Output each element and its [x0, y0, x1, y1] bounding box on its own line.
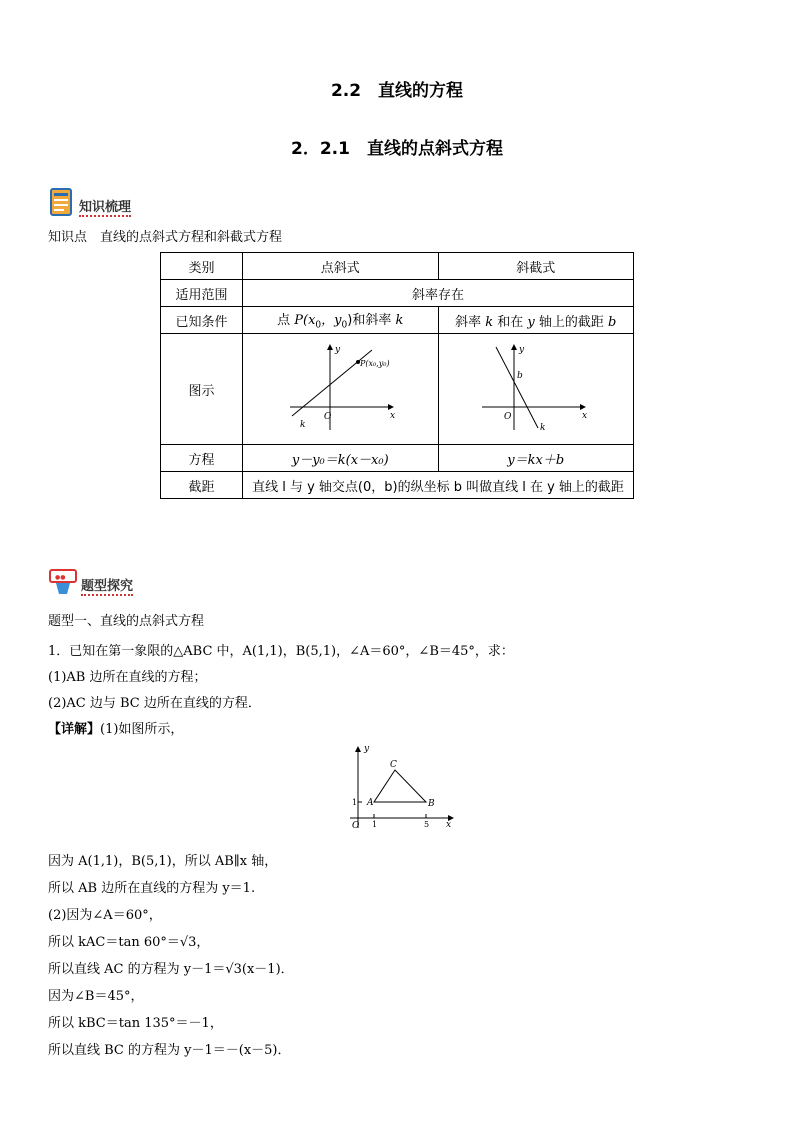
- solution-8: 所以直线 BC 的方程为 y－1＝－(x－5)．: [48, 1043, 291, 1058]
- point-slope-graph: [280, 342, 400, 432]
- vertex-b: B: [428, 799, 435, 809]
- figure-point-slope: [243, 334, 439, 445]
- figure-slope-intercept: [438, 334, 634, 445]
- question-1b: (2)AC 边与 BC 边所在直线的方程．: [48, 696, 261, 711]
- question-1a: (1)AB 边所在直线的方程；: [48, 670, 207, 685]
- detail-tag: 【详解】: [48, 722, 101, 737]
- practice-section-label: 题型探究: [81, 579, 134, 594]
- row-figure-label: 图示: [161, 334, 243, 445]
- row-condition-point-slope: 点 $P(x_0$，$y_0$)和斜率 k: [243, 307, 439, 334]
- line-k-label: k: [300, 420, 306, 430]
- th-type: 类别: [161, 253, 243, 280]
- detail-line: [48, 718, 183, 737]
- practice-section-header: [48, 566, 133, 596]
- vertex-c: C: [390, 760, 397, 770]
- row-condition-slope-intercept: 斜率 k 和在 y 轴上的截距 b: [438, 307, 634, 334]
- origin-label-2: O: [503, 412, 512, 422]
- axis-y-label-2: y: [518, 345, 524, 355]
- row-intercept-value: 直线 l 与 y 轴交点(0，b)的纵坐标 b 叫做直线 l 在 y 轴上的截距: [243, 472, 634, 499]
- question-1: 1．已知在第一象限的△ABC 中，A(1,1)，B(5,1)，∠A＝60°，∠B＝45°，求：: [48, 644, 514, 659]
- origin-label: O: [324, 412, 332, 422]
- tv-icon: [48, 566, 78, 596]
- page-title: 2.2 直线的方程: [330, 81, 464, 101]
- axis-x-label: x: [390, 411, 396, 421]
- row-intercept-label: 截距: [161, 472, 243, 499]
- row-equation-label: 方程: [161, 445, 243, 472]
- solution-6: 因为∠B＝45°，: [48, 989, 144, 1004]
- equation-point-slope: y－y₀＝k(x－x₀): [243, 445, 439, 472]
- tri-origin: O: [352, 821, 360, 830]
- solution-3: (2)因为∠A＝60°，: [48, 908, 162, 923]
- axis-x-label-2: x: [581, 411, 587, 421]
- section-title: 2．2.1 直线的点斜式方程: [291, 139, 503, 159]
- type1-heading: 题型一、直线的点斜式方程: [48, 614, 205, 629]
- vertex-a: A: [367, 798, 374, 808]
- intercept-b-label: b: [516, 371, 523, 381]
- row-scope-value: 斜率存在: [243, 280, 634, 307]
- slope-intercept-graph: [476, 342, 596, 432]
- knowledge-point: 知识点 直线的点斜式方程和斜截式方程: [48, 230, 283, 245]
- solution-2: 所以 AB 边所在直线的方程为 y＝1.: [48, 881, 256, 896]
- triangle-figure: [340, 744, 458, 830]
- detail-text: (1)如图所示，: [100, 722, 184, 737]
- tri-axis-x: x: [446, 820, 452, 830]
- axis-y-label: y: [335, 345, 341, 355]
- th-slope-intercept: 斜截式: [438, 253, 634, 280]
- tri-axis-y: y: [364, 744, 370, 754]
- row-condition-label: 已知条件: [161, 307, 243, 334]
- solution-7: 所以 kBC＝tan 135°＝－1，: [48, 1016, 223, 1031]
- svg-text:●●: ●●: [55, 574, 66, 581]
- tick-x-5: 5: [424, 820, 430, 829]
- row-scope-label: 适用范围: [161, 280, 243, 307]
- th-point-slope: 点斜式: [243, 253, 439, 280]
- line-k-label-2: k: [539, 423, 546, 432]
- solution-1: 因为 A(1,1)，B(5,1)，所以 AB∥x 轴，: [48, 854, 278, 869]
- point-p-label: P(x₀,y₀): [360, 359, 390, 368]
- tick-x-1: 1: [372, 820, 378, 829]
- tick-y-1: 1: [352, 798, 358, 807]
- solution-4: 所以 kAC＝tan 60°＝√3，: [48, 935, 210, 950]
- book-icon: [48, 187, 76, 217]
- formula-table: [160, 252, 634, 499]
- knowledge-section-header: [48, 187, 131, 217]
- solution-5: 所以直线 AC 的方程为 y－1＝√3(x－1)．: [48, 962, 294, 977]
- knowledge-section-label: 知识梳理: [79, 200, 132, 215]
- equation-slope-intercept: y＝kx＋b: [438, 445, 634, 472]
